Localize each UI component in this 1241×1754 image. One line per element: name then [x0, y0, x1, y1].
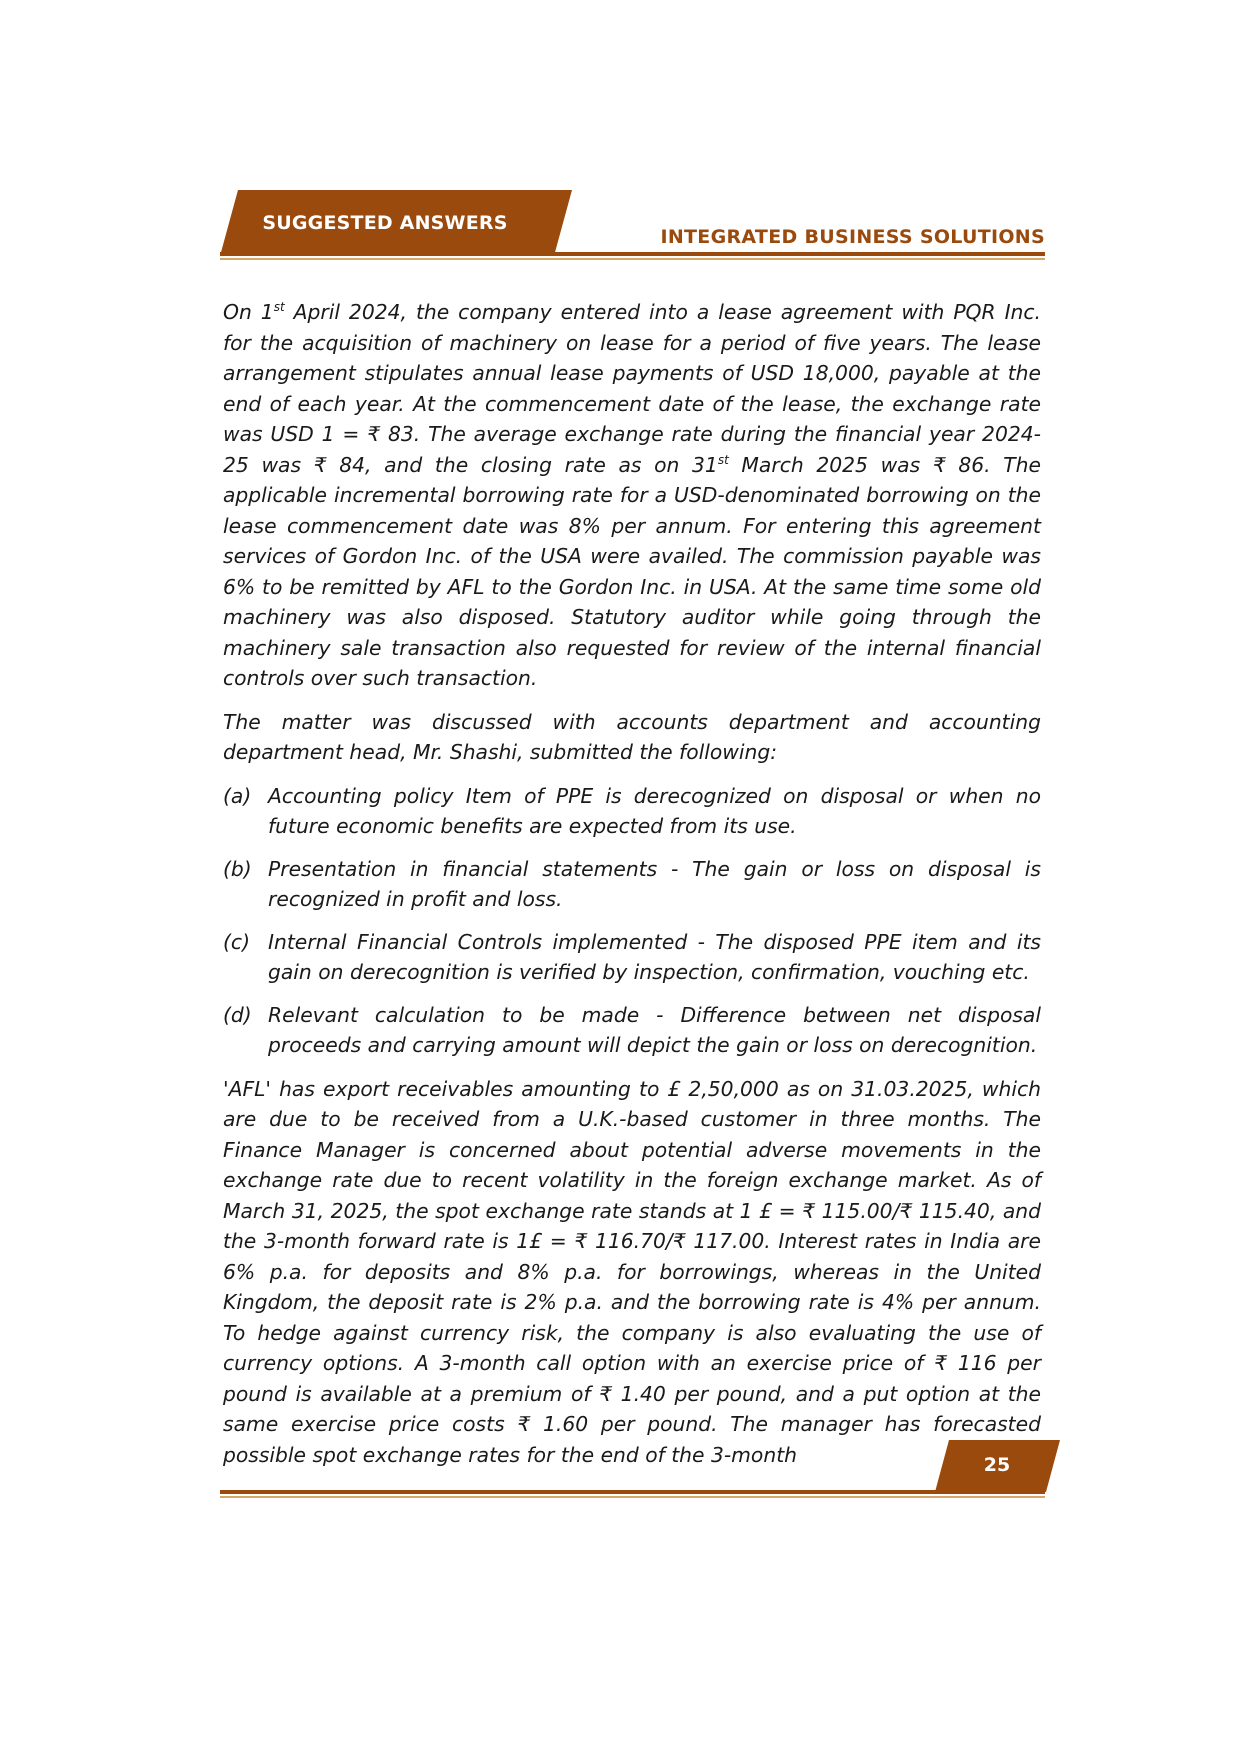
page-number: 25 [983, 1454, 1011, 1476]
footer-rule [220, 1490, 1045, 1494]
list-item-text: Presentation in financial statements - The gain or loss on disposal is recognized in profit and loss. [268, 856, 1041, 911]
superscript-st: st [717, 452, 729, 467]
list-item [223, 781, 1041, 842]
page-content [223, 297, 1041, 1483]
header-section-title: INTEGRATED BUSINESS SOLUTIONS [660, 226, 1045, 248]
list-item [223, 1000, 1041, 1061]
paragraph-discussion: The matter was discussed with accounts department and accounting department head, Mr. Shashi, submitted the following: [223, 709, 1041, 764]
paragraph-lease-part-2: April 2024, the company entered into a lease agreement with PQR Inc. for the acquisition of machinery on lease for a period of five years. The lease arrangement stipulates annual lease payments of USD 18,000, payable at the end of each year. At the commencement date of the lease, the exchange rate was USD 1 = ₹ 83. The average exchange rate during the financial year 2024-25 was ₹ 84, and the closing rate as on 31 [223, 300, 1042, 477]
paragraph-lease-part-3: March 2025 was ₹ 86. The applicable incremental borrowing rate for a USD-denominated borrowing on the lease commencement date was 8% per annum. For entering this agreement services of Gordon Inc. of the USA were availed. The commission payable was 6% to be remitted by AFL to the Gordon Inc. in USA. At the same time some old machinery was also disposed. Statutory auditor while going through the machinery sale transaction also requested for review of the internal financial controls over such transaction. [223, 452, 1041, 690]
paragraph-lease-part-1: On 1 [223, 300, 274, 324]
superscript-st: st [273, 300, 285, 315]
list-item-text: Internal Financial Controls implemented - The disposed PPE item and its gain on derecognition is verified by inspection, confirmation, vouching etc. [268, 929, 1041, 984]
header-tab-label: SUGGESTED ANSWERS [262, 212, 508, 234]
footer-rule-light [220, 1496, 1045, 1498]
list-item-text: Accounting policy Item of PPE is derecognized on disposal or when no future economic benefits are expected from its use. [268, 783, 1041, 838]
list-item-text: Relevant calculation to be made - Difference between net disposal proceeds and carrying amount will depict the gain or loss on derecognition. [268, 1002, 1041, 1057]
list-marker: (b) [223, 856, 252, 881]
submission-list [223, 781, 1041, 1061]
paragraph-export-receivables: 'AFL' has export receivables amounting to £ 2,50,000 as on 31.03.2025, which are due to be received from a U.K.-based customer in three months. The Finance Manager is concerned about potential adverse movements in the exchange rate due to recent volatility in the foreign exchange market. As of March 31, 2025, the spot exchange rate stands at 1 £ = ₹ 115.00/₹ 115.40, and the 3-month forward rate is 1£ = ₹ 116.70/₹ 117.00. Interest rates in India are 6% p.a. for deposits and 8% p.a. for borrowings, whereas in the United Kingdom, the deposit rate is 2% p.a. and the borrowing rate is 4% per annum. To hedge against currency risk, the company is also evaluating the use of currency options. A 3-month call option with an exercise price of ₹ 116 per pound is available at a premium of ₹ 1.40 per pound, and a put option at the same exercise price costs ₹ 1.60 per pound. The manager has forecasted possible spot exchange rates for the end of the 3-month [223, 1076, 1041, 1467]
header-rule-light [220, 258, 1045, 260]
list-item [223, 927, 1041, 988]
list-item [223, 854, 1041, 915]
paragraph-lease [223, 297, 1041, 694]
page-header [220, 190, 1045, 262]
header-rule [220, 252, 1045, 256]
list-marker: (d) [223, 1002, 252, 1027]
list-marker: (c) [223, 929, 250, 954]
page-footer [220, 1440, 1060, 1510]
list-marker: (a) [223, 783, 252, 808]
